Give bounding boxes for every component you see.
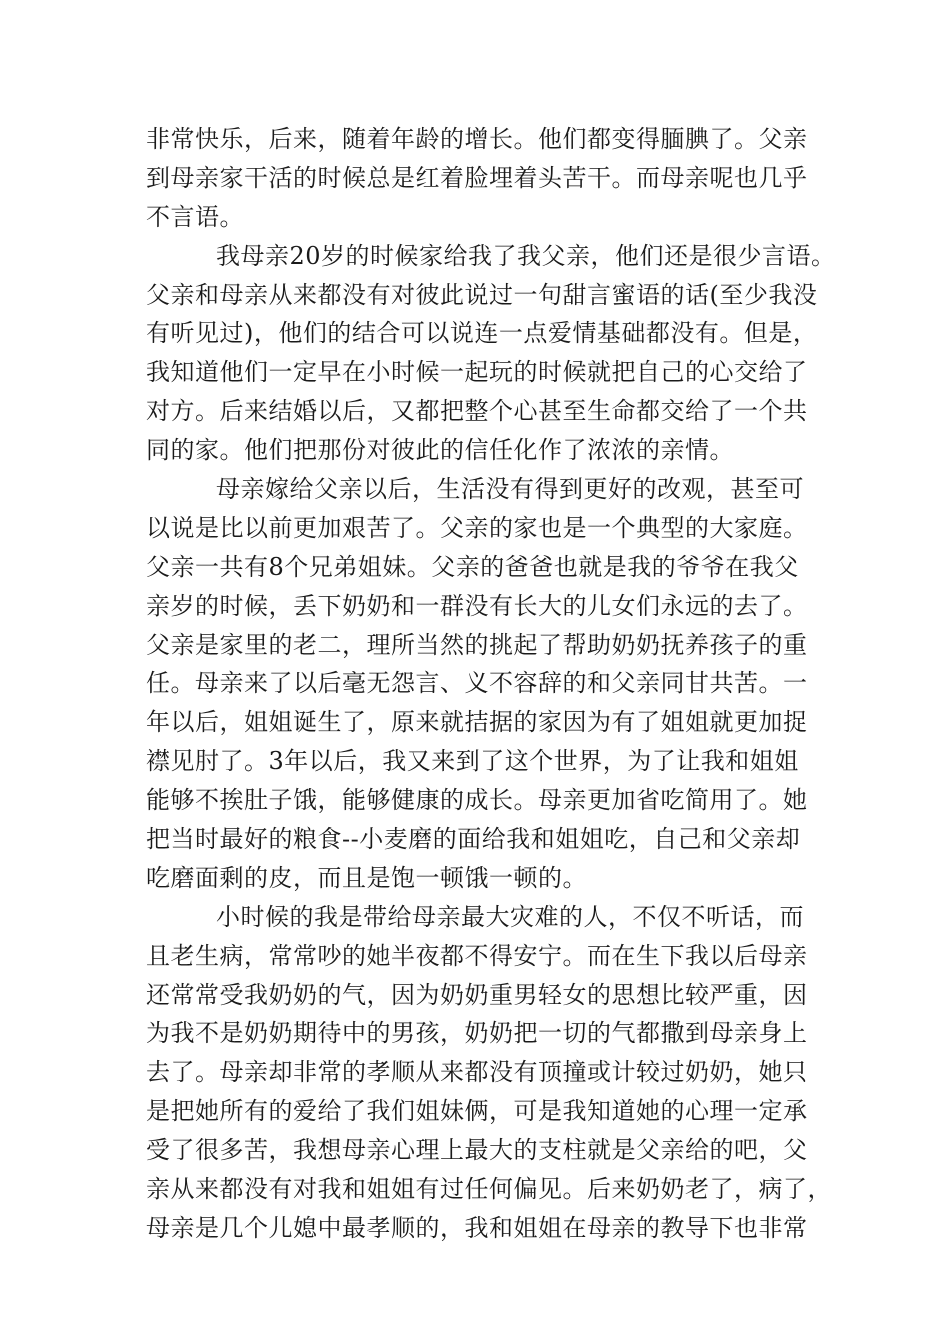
text-line: 为我不是奶奶期待中的男孩，奶奶把一切的气都撒到母亲身上 [146,1019,808,1048]
text-line: 有听见过)，他们的结合可以说连一点爱情基础都没有。但是， [146,319,818,348]
text-line: 到母亲家干活的时候总是红着脸埋着头苦干。而母亲呢也几乎 [146,163,808,192]
text-line: 对方。后来结婚以后，又都把整个心甚至生命都交给了一个共 [146,397,808,426]
text-line: 非常快乐，后来，随着年龄的增长。他们都变得腼腆了。父亲 [146,125,808,153]
text-line: 把当时最好的粮食--小麦磨的面给我和姐姐吃，自己和父亲却 [146,825,801,854]
text-line: 去了。母亲却非常的孝顺从来都没有顶撞或计较过奶奶，她只 [146,1058,808,1087]
text-line: 父亲一共有8个兄弟姐妹。父亲的爸爸也就是我的爷爷在我父 [146,552,799,581]
text-line: 父亲是家里的老二，理所当然的挑起了帮助奶奶抚养孩子的重 [146,630,808,659]
text-line: 母亲是几个儿媳中最孝顺的，我和姐姐在母亲的教导下也非常 [146,1213,808,1242]
text-line: 亲从来都没有对我和姐姐有过任何偏见。后来奶奶老了，病了， [146,1175,832,1204]
text-line: 以说是比以前更加艰苦了。父亲的家也是一个典型的大家庭。 [146,513,808,542]
paragraph-start-line: 母亲嫁给父亲以后，生活没有得到更好的改观，甚至可 [216,475,804,504]
text-line: 我知道他们一定早在小时候一起玩的时候就把自己的心交给了 [146,358,808,387]
text-line: 同的家。他们把那份对彼此的信任化作了浓浓的亲情。 [146,436,734,465]
text-line: 年以后，姐姐诞生了，原来就拮据的家因为有了姐姐就更加捉 [146,708,808,737]
text-line: 任。母亲来了以后毫无怨言、义不容辞的和父亲同甘共苦。一 [146,669,808,698]
text-line: 能够不挨肚子饿，能够健康的成长。母亲更加省吃简用了。她 [146,786,808,815]
text-line: 亲岁的时候，丢下奶奶和一群没有长大的儿女们永远的去了。 [146,591,808,620]
text-line: 父亲和母亲从来都没有对彼此说过一句甜言蜜语的话(至少我没 [146,280,818,309]
paragraph-start-line: 小时候的我是带给母亲最大灾难的人，不仅不听话，而 [216,902,804,931]
text-line: 不言语。 [146,202,244,231]
text-line: 吃磨面剩的皮，而且是饱一顿饿一顿的。 [146,863,587,892]
text-line: 且老生病，常常吵的她半夜都不得安宁。而在生下我以后母亲 [146,941,808,970]
body-text [146,120,836,1248]
text-line: 还常常受我奶奶的气，因为奶奶重男轻女的思想比较严重，因 [146,980,808,1009]
paragraph-start-line: 我母亲20岁的时候家给我了我父亲，他们还是很少言语。 [216,241,836,270]
text-line: 受了很多苦，我想母亲心理上最大的支柱就是父亲给的吧，父 [146,1136,808,1165]
text-line: 是把她所有的爱给了我们姐妹俩，可是我知道她的心理一定承 [146,1097,808,1126]
text-line: 襟见肘了。3年以后，我又来到了这个世界，为了让我和姐姐 [146,747,799,776]
